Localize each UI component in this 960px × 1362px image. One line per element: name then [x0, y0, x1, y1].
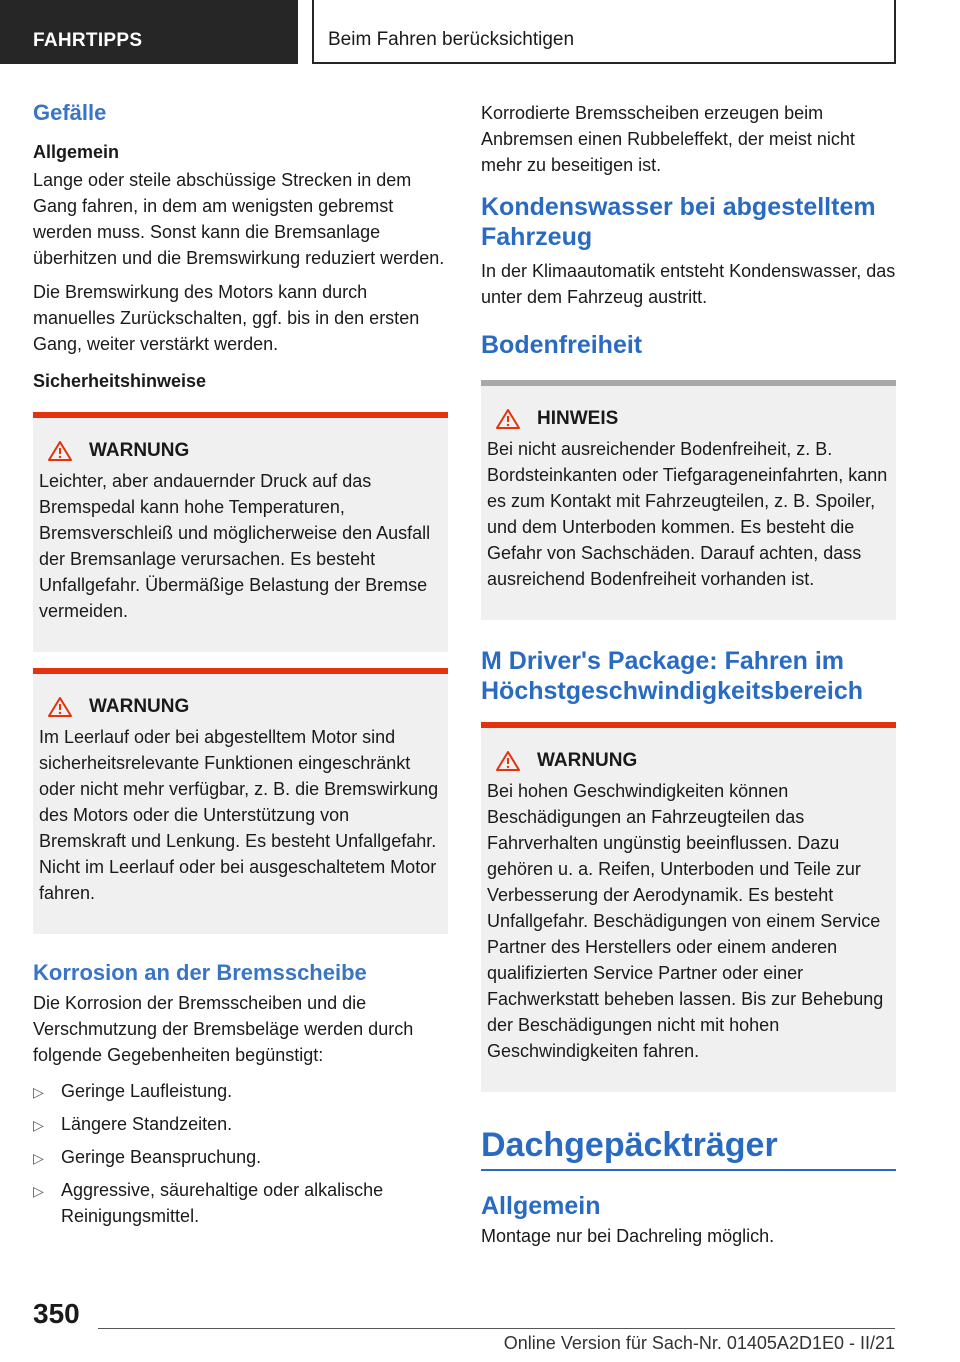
warning-text: Bei hohen Geschwindigkeiten können Beschädigungen an Fahrzeugteilen das Fahrverhalten ungünstig beeinflussen. Dazu gehören u. a. Reifen, Unterboden und Teile zur Verbesserung der Aerodynamik. Es besteht Unfallgefahr. Beschädigungen von einem Service Partner des Herstellers oder einem anderen qualifizierten Service Partner oder einer Fachwerkstatt beheben lassen. Bis zur Behebung der Beschädigungen nicht mit hohen Geschwindigkeiten fahren. — [487, 781, 884, 1061]
bullet-list — [33, 1078, 448, 1229]
paragraph: In der Klimaautomatik entsteht Kondenswasser, das unter dem Fahrzeug austritt. — [481, 261, 896, 307]
heading-dachgepaecktraeger: Dachgepäckträger — [481, 1126, 778, 1164]
section-tab: FAHRTIPPS — [0, 0, 298, 64]
paragraph: Korrodierte Bremsscheiben erzeugen beim Anbremsen einen Rubbeleffekt, der meist nicht mehr zu beseitigen ist. — [481, 103, 855, 175]
section-divider — [481, 1169, 896, 1171]
triangle-bullet-icon: ▷ — [33, 1084, 44, 1100]
heading-korrosion: Korrosion an der Bremsscheibe — [33, 960, 367, 985]
right-column — [481, 100, 896, 1257]
triangle-bullet-icon: ▷ — [33, 1150, 44, 1166]
notice-box — [481, 380, 896, 620]
heading-kondenswasser: Kondenswasser bei abgestelltem Fahrzeug — [481, 193, 876, 251]
warning-triangle-icon — [47, 696, 73, 718]
chapter-title: Beim Fahren berücksichtigen — [312, 0, 896, 64]
paragraph: Lange oder steile abschüssige Strecken in dem Gang fahren, in dem am wenigsten gebremst werden muss. Sonst kann die Bremsanlage überhitzen und die Bremswirkung reduziert werden. — [33, 170, 445, 268]
warning-text: Leichter, aber andauernder Druck auf das Bremspedal kann hohe Temperaturen, Bremsverschleiß und möglicherweise den Ausfall der Bremsanlage verursachen. Es besteht Unfallgefahr. Übermäßige Belastung der Bremse vermeiden. — [39, 471, 431, 621]
notice-text: Bei nicht ausreichender Bodenfreiheit, z. B. Bordsteinkanten oder Tiefgarageneinfahrten, kann es zum Kontakt mit Fahrzeugteilen, z. B. Spoiler, und dem Unterboden kommen. Es besteht die Gefahr von Sachschäden. Darauf achten, dass ausreichend Bodenfreiheit vorhanden ist. — [487, 439, 888, 589]
triangle-bullet-icon: ▷ — [33, 1183, 44, 1199]
warning-triangle-icon — [47, 440, 73, 462]
list-item: ▷ Geringe Laufleistung. — [33, 1078, 448, 1105]
page-number: 350 — [33, 1298, 80, 1329]
footer-divider — [98, 1328, 895, 1329]
warning-triangle-icon — [495, 750, 521, 772]
warning-title: WARNUNG — [89, 696, 190, 717]
warning-title: WARNUNG — [537, 750, 638, 771]
footer-version: Online Version für Sach-Nr. 01405A2D1E0 - II/21 — [503, 1333, 895, 1353]
heading-bodenfreiheit: Bodenfreiheit — [481, 331, 643, 359]
warning-triangle-icon — [495, 408, 521, 430]
warning-title: WARNUNG — [89, 440, 190, 461]
warning-box — [33, 668, 448, 934]
paragraph: Die Bremswirkung des Motors kann durch manuelles Zurückschalten, ggf. bis in den ersten Gang, weiter verstärkt werden. — [33, 282, 420, 354]
paragraph: Die Korrosion der Bremsscheiben und die Verschmutzung der Bremsbeläge werden durch folgende Gegebenheiten begünstigt: — [33, 993, 414, 1065]
heading-gefaelle: Gefälle — [33, 100, 107, 125]
list-item: ▷ Aggressive, säurehaltige oder alkalische Reinigungsmittel. — [33, 1177, 448, 1229]
paragraph: Montage nur bei Dachreling möglich. — [481, 1226, 775, 1246]
subheading-sicherheitshinweise: Sicherheitshinweise — [33, 371, 207, 391]
list-item: ▷ Längere Standzeiten. — [33, 1111, 448, 1138]
notice-title: HINWEIS — [537, 408, 619, 429]
warning-box — [33, 412, 448, 652]
heading-allgemein: Allgemein — [481, 1192, 601, 1220]
page-header — [0, 0, 960, 64]
heading-m-drivers-package: M Driver's Package: Fahren im Höchstgeschwindigkeitsbereich — [481, 647, 864, 705]
list-item: ▷ Geringe Beanspruchung. — [33, 1144, 448, 1171]
warning-box — [481, 722, 896, 1092]
warning-text: Im Leerlauf oder bei abgestelltem Motor sind sicherheitsrelevante Funktionen eingeschränkt oder nicht mehr verfügbar, z. B. die Bremswirkung des Motors oder die Unterstützung von Bremskraft und Lenkung. Es besteht Unfallgefahr. Nicht im Leerlauf oder bei ausgeschaltetem Motor fahren. — [39, 727, 439, 903]
subheading-allgemein: Allgemein — [33, 142, 120, 162]
left-column — [33, 100, 448, 1235]
triangle-bullet-icon: ▷ — [33, 1117, 44, 1133]
